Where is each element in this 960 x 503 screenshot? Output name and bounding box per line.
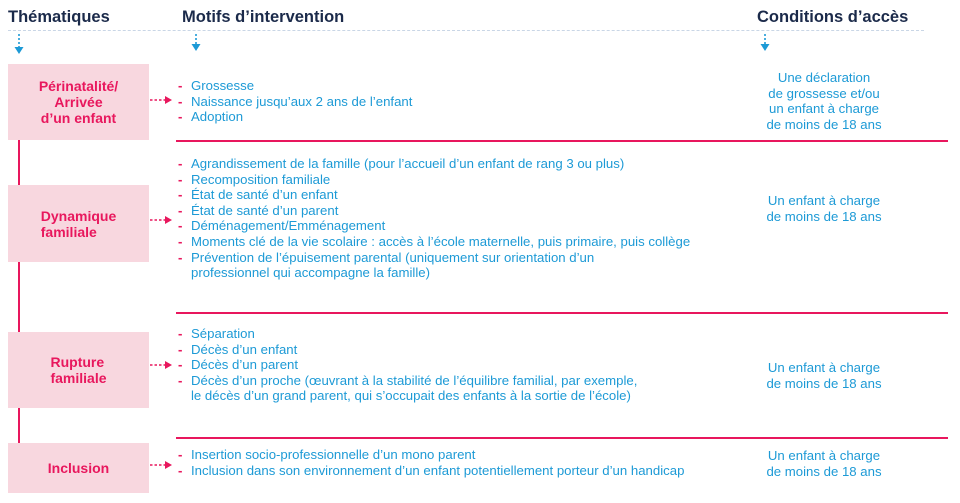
theme-box-dynamique [8, 185, 149, 262]
row-separator [176, 140, 948, 142]
down-arrow-icon [759, 34, 771, 52]
connector-line [18, 140, 20, 185]
condition-perinatalite [746, 70, 902, 132]
list-item: - État de santé d’un parent [176, 203, 716, 219]
header-conditions: Conditions d’accès [757, 8, 909, 26]
condition-rupture [746, 360, 902, 391]
motifs-list-inclusion [176, 447, 696, 478]
condition-line: de grossesse et/ou [768, 85, 880, 101]
connector-line [18, 408, 20, 443]
condition-line: Une déclaration [777, 70, 871, 85]
row-separator [176, 312, 948, 314]
list-item: - Décès d’un parent [176, 357, 646, 373]
condition-line: de moins de 18 ans [766, 375, 882, 391]
list-item: - Séparation [176, 326, 646, 342]
down-arrow-icon [190, 34, 202, 52]
row-separator [176, 437, 948, 439]
theme-label-line: Rupture [50, 354, 105, 370]
header-thematiques: Thématiques [8, 8, 110, 26]
list-item: - Naissance jusqu’aux 2 ans de l’enfant [176, 94, 412, 110]
list-item: - Insertion socio-professionnelle d’un mono parent [176, 447, 696, 463]
header-motifs: Motifs d’intervention [182, 8, 345, 26]
condition-line: de moins de 18 ans [766, 208, 882, 224]
right-arrow-icon [150, 95, 174, 105]
theme-label-line: Arrivée [54, 94, 103, 110]
theme-box-perinatalite [8, 64, 149, 140]
list-item: - Agrandissement de la famille (pour l’accueil d’un enfant de rang 3 ou plus) [176, 156, 716, 172]
list-item: - Inclusion dans son environnement d’un enfant potentiellement porteur d’un handicap [176, 463, 696, 479]
list-item: - Décès d’un enfant [176, 342, 646, 358]
condition-inclusion [746, 448, 902, 479]
theme-label-line: familiale [50, 370, 107, 386]
list-item: - Grossesse [176, 78, 412, 94]
right-arrow-icon [150, 460, 174, 470]
theme-box-inclusion [8, 443, 149, 493]
condition-line: Un enfant à charge [767, 448, 881, 463]
list-item: - Décès d’un proche (œuvrant à la stabilité de l’équilibre familial, par exemple, le décès d’un grand parent, qui s’occupait des enfants à la sortie de l’école) [176, 373, 646, 404]
condition-line: de moins de 18 ans [766, 116, 882, 132]
motifs-list-dynamique [176, 156, 716, 281]
right-arrow-icon [150, 360, 174, 370]
list-item: - Prévention de l’épuisement parental (uniquement sur orientation d’un professionnel qui accompagne la famille) [176, 250, 671, 281]
theme-label-line: familiale [40, 223, 97, 240]
condition-line: Un enfant à charge [767, 360, 881, 375]
header-divider [8, 30, 924, 32]
condition-line: Un enfant à charge [767, 193, 881, 208]
condition-dynamique [746, 193, 902, 224]
theme-label-line: Inclusion [47, 460, 110, 476]
theme-label-line: Dynamique [40, 207, 117, 224]
connector-line [18, 262, 20, 332]
list-item: - Déménagement/Emménagement [176, 218, 716, 234]
list-item: - Adoption [176, 109, 412, 125]
list-item: - Recomposition familiale [176, 172, 716, 188]
condition-line: de moins de 18 ans [766, 463, 882, 479]
right-arrow-icon [150, 215, 174, 225]
list-item: - État de santé d’un enfant [176, 187, 716, 203]
motifs-list-rupture [176, 326, 646, 404]
down-arrow-icon [13, 34, 25, 56]
motifs-list-perinatalite [176, 78, 412, 125]
theme-label-line: d’un enfant [40, 110, 117, 126]
condition-line: un enfant à charge [769, 101, 879, 117]
theme-box-rupture [8, 332, 149, 408]
theme-label-line: Périnatalité/ [38, 78, 119, 94]
list-item: - Moments clé de la vie scolaire : accès à l’école maternelle, puis primaire, puis collège [176, 234, 691, 250]
